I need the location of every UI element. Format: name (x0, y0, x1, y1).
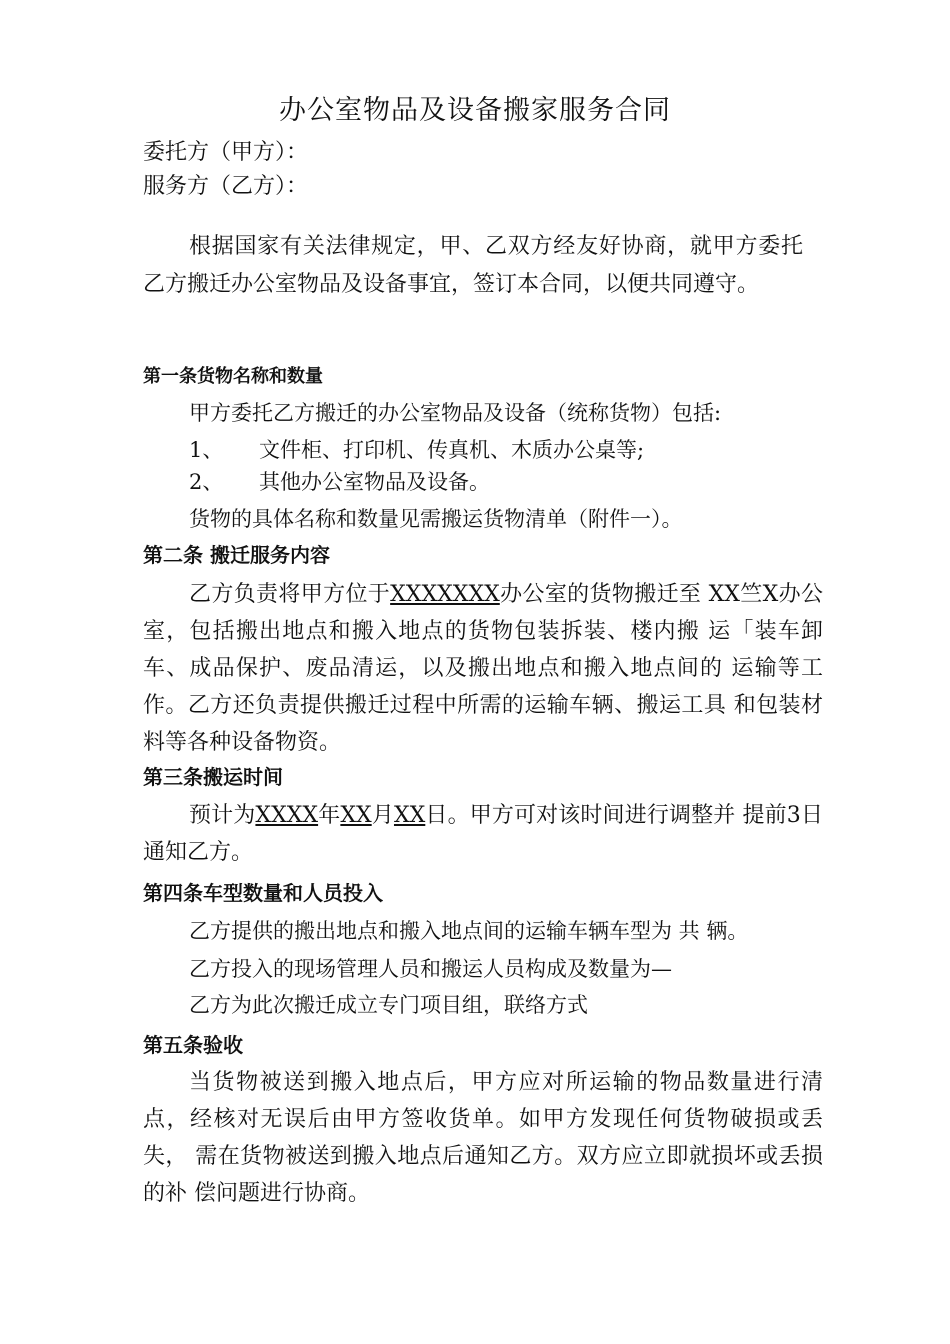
section-5-heading: 第五条验收 (143, 1033, 243, 1057)
section-3-text-a: 预计为 (189, 803, 256, 828)
section-1-item-2 (143, 465, 879, 499)
section-4-line-2: 乙方投入的现场管理人员和搬运人员构成及数量为— (189, 957, 672, 981)
section-4-heading: 第四条车型数量和人员投入 (143, 881, 383, 905)
year-field: XXXX (255, 803, 319, 828)
intro-paragraph: 根据国家有关法律规定，甲、乙双方经友好协商，就甲方委托乙方搬迁办公室物品及设备事宜，签订本合同，以便共同遵守。 (143, 234, 803, 297)
section-3-text-b: 日。甲方可对该时间进行调整并 提前3日通知乙方。 (143, 803, 823, 865)
document-title: 办公室物品及设备搬家服务合同 (279, 95, 671, 126)
month-field: XX (340, 803, 372, 828)
section-1-item-1 (143, 433, 879, 467)
section-4-line-1: 乙方提供的搬出地点和搬入地点间的运输车辆车型为 共 辆。 (189, 919, 749, 943)
section-2-text-b: 办公室的货物搬迁至 XX竺X办公室，包括搬出地点和搬入地点的货物包装拆装、楼内搬 运「装车卸车、成品保护、废品清运，以及搬出地点和搬入地点间的 运输等工作。乙方还负责提供搬迁过程中所需的运输车辆、搬运工具 和包装材料等各种设备物资。 (143, 582, 823, 755)
section-3-paragraph (143, 797, 823, 871)
section-2-text-a: 乙方负责将甲方位于 (189, 582, 391, 607)
item-2-number: 2、 (189, 470, 224, 494)
section-1-heading: 第一条货物名称和数量 (143, 366, 323, 387)
section-5-paragraph: 当货物被送到搬入地点后，甲方应对所运输的物品数量进行清点，经核对无误后由甲方签收货单。如甲方发现任何货物破损或丢失， 需在货物被送到搬入地点后通知乙方。双方应立即就损坏或丢损的补 偿问题进行协商。 (143, 1070, 823, 1206)
section-2-paragraph (143, 576, 823, 761)
section-4-line-3: 乙方为此次搬迁成立专门项目组，联络方式 (189, 993, 588, 1017)
party-a-label: 委托方（甲方）： (143, 140, 309, 165)
section-1-line-4: 货物的具体名称和数量见需搬运货物清单（附件一）。 (189, 507, 683, 531)
section-2-heading: 第二条 搬迁服务内容 (143, 543, 330, 567)
year-label: 年 (318, 803, 341, 828)
day-field: XX (393, 803, 426, 828)
item-1-text: 文件柜、打印机、传真机、木质办公桌等; (259, 438, 645, 462)
item-1-number: 1、 (189, 438, 224, 462)
section-3-heading: 第三条搬运时间 (143, 765, 283, 789)
party-b-label: 服务方（乙方）： (143, 174, 309, 199)
item-2-text: 其他办公室物品及设备。 (259, 470, 490, 494)
month-label: 月 (371, 803, 394, 828)
origin-office-field: XXXXXXX (390, 582, 500, 607)
section-1-line-1: 甲方委托乙方搬迁的办公室物品及设备（统称货物）包括: (189, 401, 722, 425)
